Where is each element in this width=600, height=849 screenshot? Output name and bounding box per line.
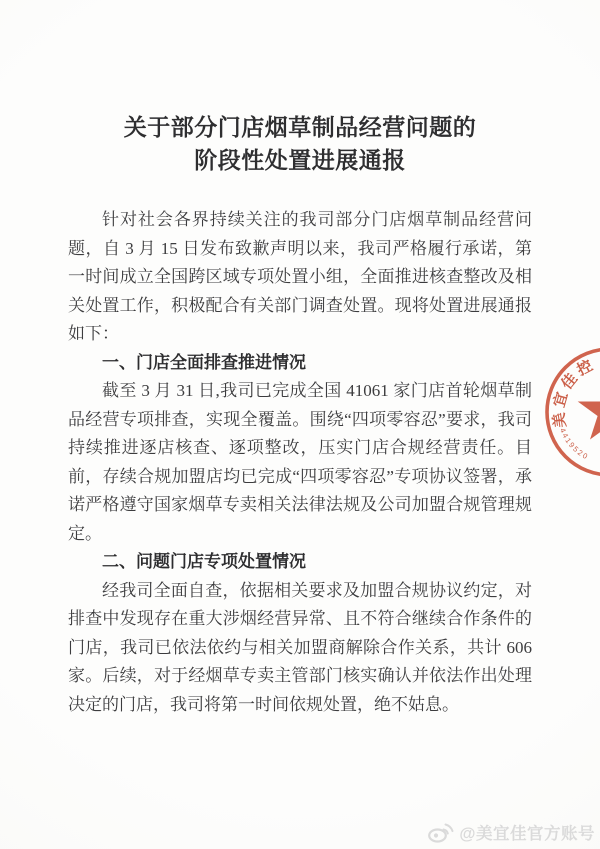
watermark-account-text: @美宜佳官方账号 bbox=[459, 825, 595, 843]
document-body bbox=[68, 206, 532, 719]
document-title bbox=[68, 111, 532, 177]
seal-serial-number: 4419520 bbox=[557, 426, 591, 462]
section-1-paragraph: 截至 3 月 31 日,我司已完成全国 41061 家门店首轮烟草制品经营专项排查，实现全覆盖。围绕“四项零容忍”要求，我司持续推进逐店核查、逐项整改，压实门店合规经营责任。目前，存续合规加盟店均已完成“四项零容忍”专项协议签署，承诺严格遵守国家烟草专卖相关法律法规及公司加盟合规管理规定。 bbox=[68, 381, 532, 543]
svg-text:4419520 bbox=[558, 427, 591, 462]
paragraph-intro: 针对社会各界持续关注的我司部分门店烟草制品经营问题，自 3 月 15 日发布致歉声明以来，我司严格履行承诺，第一时间成立全国跨区域专项处置小组，全面推进核查整改及相关处置工作，积极配合有关部门调查处置。现将处置进展通报如下： bbox=[68, 210, 532, 343]
svg-text:美宜佳控 bbox=[549, 355, 598, 429]
title-line-1: 关于部分门店烟草制品经营问题的 bbox=[123, 115, 477, 140]
weibo-watermark bbox=[427, 820, 595, 844]
star-icon bbox=[578, 378, 600, 440]
official-seal-stamp-icon bbox=[530, 340, 600, 505]
title-line-2: 阶段性处置进展通报 bbox=[194, 148, 406, 173]
section-2-paragraph: 经我司全面自查，依据相关要求及加盟合规协议约定，对排查中发现存在重大涉烟经营异常、且不符合继续合作条件的门店，我司已依法依约与相关加盟商解除合作关系，共计 606 家。后续，对于经烟草专卖主管部门核实确认并依法作出处理决定的门店，我司将第一时间依规处置，绝不姑息。 bbox=[68, 580, 532, 714]
seal-arc-text: 美宜佳控 bbox=[550, 355, 599, 429]
section-2-heading: 二、问题门店专项处置情况 bbox=[102, 552, 306, 571]
section-1-heading: 一、门店全面排查推进情况 bbox=[102, 352, 306, 372]
weibo-icon bbox=[427, 821, 454, 843]
